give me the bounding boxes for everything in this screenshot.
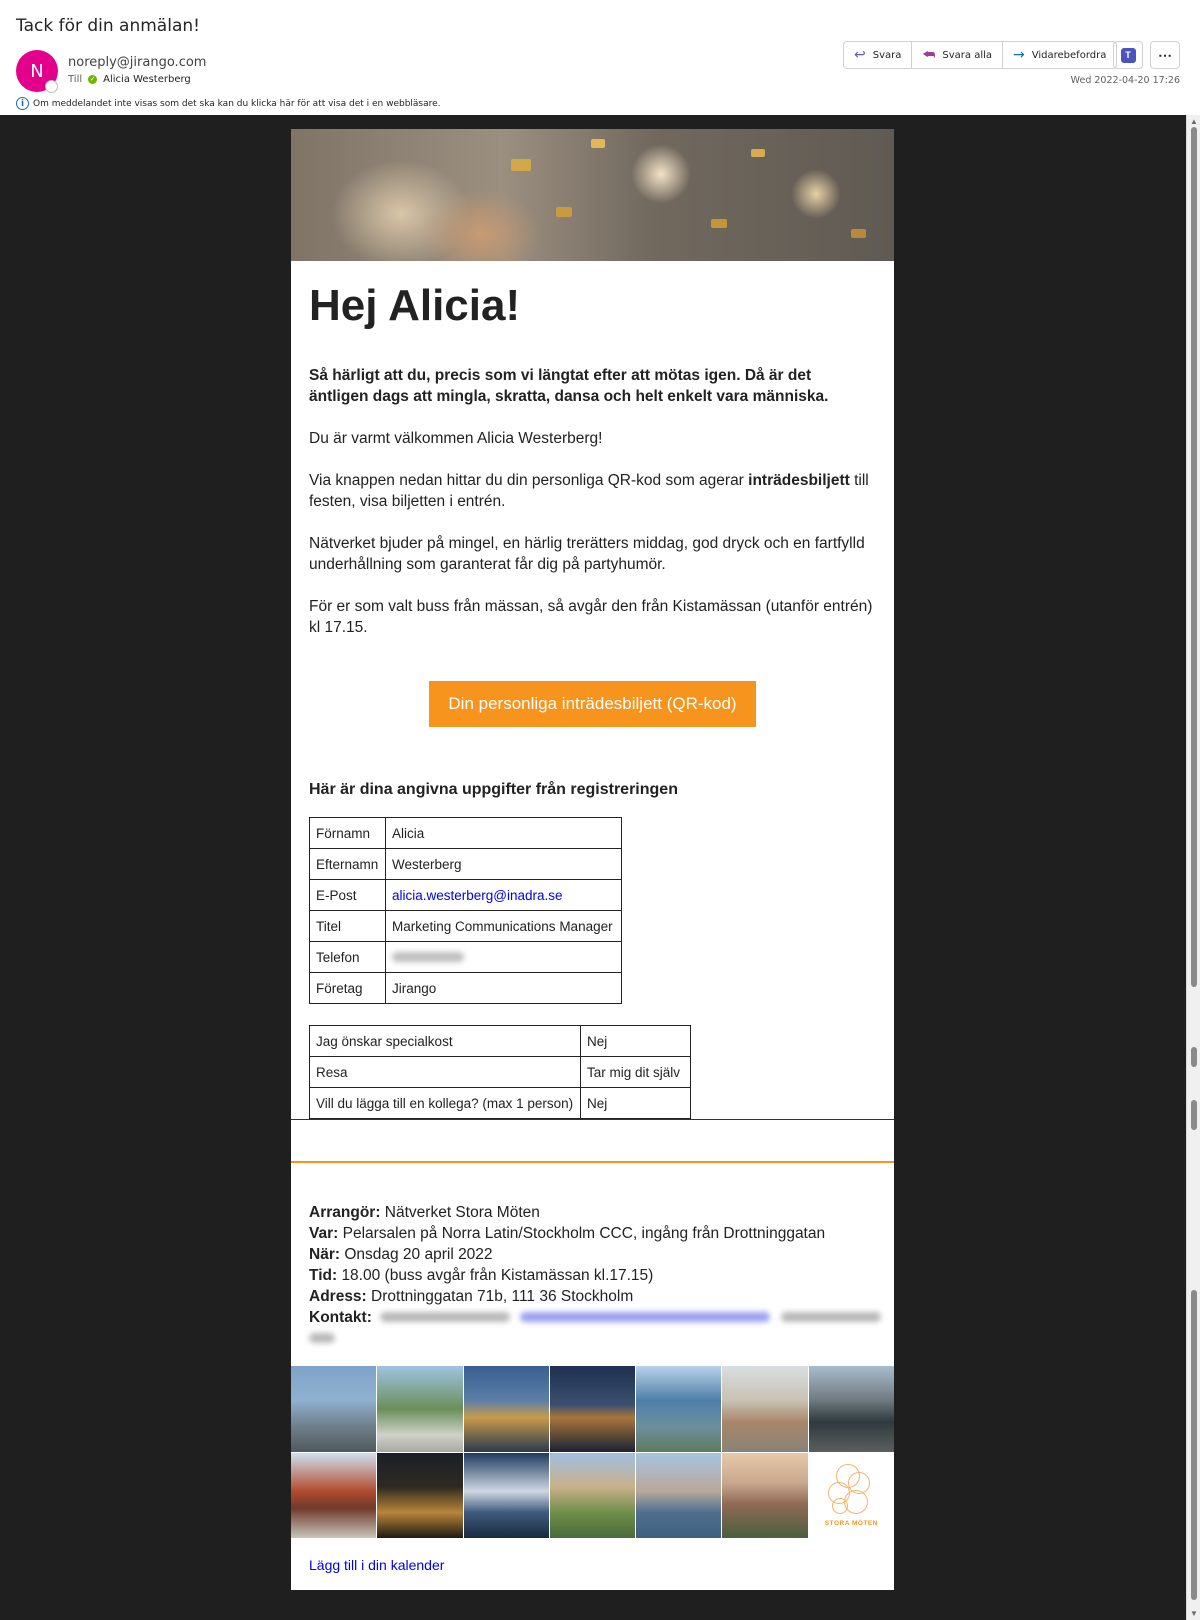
hero-image-celebration bbox=[291, 129, 894, 261]
date-line: När: Onsdag 20 april 2022 bbox=[309, 1246, 493, 1263]
venue-photo bbox=[291, 1366, 376, 1452]
redacted-phone bbox=[392, 952, 464, 962]
venue-photo bbox=[636, 1366, 721, 1452]
table-row bbox=[310, 973, 622, 1004]
mail-actions bbox=[843, 41, 1117, 69]
scroll-marker bbox=[1191, 1290, 1197, 1600]
registration-heading: Här är dina angivna uppgifter från registreringen bbox=[309, 781, 678, 798]
field-value: Jirango bbox=[386, 973, 622, 1004]
forward-label: Vidarebefordra bbox=[1031, 49, 1107, 61]
reply-all-icon: ⮪ bbox=[922, 47, 936, 63]
field-value: Marketing Communications Manager bbox=[386, 911, 622, 942]
teams-button[interactable] bbox=[1113, 41, 1143, 69]
registration-table bbox=[309, 817, 622, 1004]
redacted-contact-email bbox=[520, 1312, 770, 1322]
venue-photo bbox=[722, 1453, 807, 1539]
reply-icon: ↩ bbox=[854, 47, 866, 63]
field-label: Efternamn bbox=[310, 849, 386, 880]
venue-line: Var: Pelarsalen på Norra Latin/Stockholm CCC, ingång från Drottninggatan bbox=[309, 1225, 826, 1242]
table-row bbox=[310, 1088, 691, 1119]
stora-moten-logo bbox=[809, 1453, 894, 1539]
choice-label: Resa bbox=[310, 1057, 581, 1088]
email-body bbox=[291, 129, 894, 1590]
venue-photo bbox=[464, 1366, 549, 1452]
reply-all-label: Svara alla bbox=[942, 49, 993, 61]
mail-subject: Tack för din anmälan! bbox=[16, 16, 200, 36]
add-to-calendar-link[interactable]: Lägg till i din kalender bbox=[309, 1557, 445, 1573]
field-label: Telefon bbox=[310, 942, 386, 973]
reply-button[interactable] bbox=[844, 42, 912, 68]
venue-photo bbox=[377, 1453, 462, 1539]
choice-value: Tar mig dit själv bbox=[581, 1057, 691, 1088]
venue-photo bbox=[809, 1366, 894, 1452]
scroll-marker bbox=[1191, 1047, 1197, 1067]
field-value: Westerberg bbox=[386, 849, 622, 880]
table-row bbox=[310, 942, 622, 973]
address-line: Adress: Drottninggatan 71b, 111 36 Stockholm bbox=[309, 1288, 634, 1305]
table-row bbox=[310, 818, 622, 849]
table-row bbox=[310, 1057, 691, 1088]
ticket-qr-button[interactable]: Din personliga inträdesbiljett (QR-kod) bbox=[429, 681, 756, 727]
choice-value: Nej bbox=[581, 1026, 691, 1057]
choice-label: Vill du lägga till en kollega? (max 1 person) bbox=[310, 1088, 581, 1119]
offer-paragraph: Nätverket bjuder på mingel, en härlig trerätters middag, god dryck och en fartfylld underhållning som garanterat får dig på partyhumör. bbox=[309, 535, 865, 573]
venue-photo bbox=[722, 1366, 807, 1452]
venue-photo-grid bbox=[291, 1366, 894, 1538]
contact-line-continued bbox=[309, 1328, 874, 1349]
sender-avatar[interactable]: N bbox=[16, 50, 58, 92]
venue-photo bbox=[550, 1366, 635, 1452]
choice-value: Nej bbox=[581, 1088, 691, 1119]
teams-icon: T bbox=[1121, 48, 1136, 63]
table-row bbox=[310, 911, 622, 942]
scroll-down-icon[interactable]: ▼ bbox=[1190, 1609, 1198, 1618]
venue-photo bbox=[464, 1453, 549, 1539]
more-icon: ⋯ bbox=[1158, 46, 1172, 63]
event-details bbox=[309, 1202, 874, 1349]
presence-available-icon: ✓ bbox=[89, 75, 96, 83]
scroll-up-icon[interactable]: ▲ bbox=[1190, 117, 1198, 126]
venue-photo bbox=[550, 1453, 635, 1539]
venue-photo bbox=[636, 1453, 721, 1539]
venue-photo bbox=[377, 1366, 462, 1452]
welcome-paragraph: Du är varmt välkommen Alicia Westerberg! bbox=[309, 430, 603, 447]
more-actions-button[interactable] bbox=[1150, 41, 1180, 69]
divider bbox=[291, 1119, 894, 1120]
to-label: Till bbox=[68, 74, 83, 85]
recipient-line bbox=[68, 74, 191, 85]
scroll-marker bbox=[1191, 1100, 1197, 1130]
table-row bbox=[310, 880, 622, 911]
view-in-browser-notice[interactable] bbox=[16, 97, 441, 110]
reply-label: Svara bbox=[872, 49, 902, 61]
forward-button[interactable] bbox=[1003, 42, 1116, 68]
field-label: E-Post bbox=[310, 880, 386, 911]
redacted-contact-name bbox=[380, 1312, 510, 1322]
choice-label: Jag önskar specialkost bbox=[310, 1026, 581, 1057]
divider-accent bbox=[291, 1161, 894, 1163]
field-label: Titel bbox=[310, 911, 386, 942]
field-label: Förnamn bbox=[310, 818, 386, 849]
choices-table bbox=[309, 1025, 691, 1119]
time-line: Tid: 18.00 (buss avgår från Kistamässan kl.17.15) bbox=[309, 1267, 654, 1284]
mail-header bbox=[0, 0, 1200, 115]
table-row bbox=[310, 1026, 691, 1057]
view-in-browser-text[interactable]: Om meddelandet inte visas som det ska kan du klicka här för att visa det i en webbläsare. bbox=[33, 98, 441, 109]
redacted-contact-phone bbox=[781, 1312, 881, 1322]
received-date: Wed 2022-04-20 17:26 bbox=[1070, 75, 1180, 86]
viewer-scrollbar[interactable] bbox=[1186, 115, 1200, 1620]
greeting-heading: Hej Alicia! bbox=[309, 281, 521, 330]
field-value-redacted bbox=[386, 942, 622, 973]
recipient-name[interactable]: Alicia Westerberg bbox=[103, 74, 191, 85]
info-icon: i bbox=[16, 97, 29, 110]
ticket-paragraph: Via knappen nedan hittar du din personliga QR-kod som agerar inträdesbiljett till festen, visa biljetten i entrén. bbox=[309, 472, 869, 510]
logo-circles-icon bbox=[826, 1464, 876, 1516]
email-address-link[interactable]: alicia.westerberg@inadra.se bbox=[392, 887, 563, 903]
forward-icon: → bbox=[1013, 47, 1025, 63]
field-value bbox=[386, 880, 622, 911]
field-value: Alicia bbox=[386, 818, 622, 849]
scroll-thumb[interactable] bbox=[1191, 127, 1197, 987]
organizer-line: Arrangör: Nätverket Stora Möten bbox=[309, 1204, 540, 1221]
reply-all-button[interactable] bbox=[912, 42, 1003, 68]
logo-text: STORA MÖTEN bbox=[824, 1519, 878, 1527]
venue-photo bbox=[291, 1453, 376, 1539]
redacted-contact-phone-end bbox=[309, 1333, 335, 1343]
bus-paragraph: För er som valt buss från mässan, så avgår den från Kistamässan (utanför entrén) kl 17.15. bbox=[309, 598, 873, 636]
field-label: Företag bbox=[310, 973, 386, 1004]
presence-status-icon bbox=[45, 80, 58, 93]
table-row bbox=[310, 849, 622, 880]
contact-line: Kontakt: bbox=[309, 1307, 874, 1328]
sender-address[interactable]: noreply@jirango.com bbox=[68, 55, 207, 70]
intro-paragraph: Så härligt att du, precis som vi längtat efter att mötas igen. Då är det äntligen dags att mingla, skratta, dansa och helt enkelt vara människa. bbox=[309, 367, 829, 405]
